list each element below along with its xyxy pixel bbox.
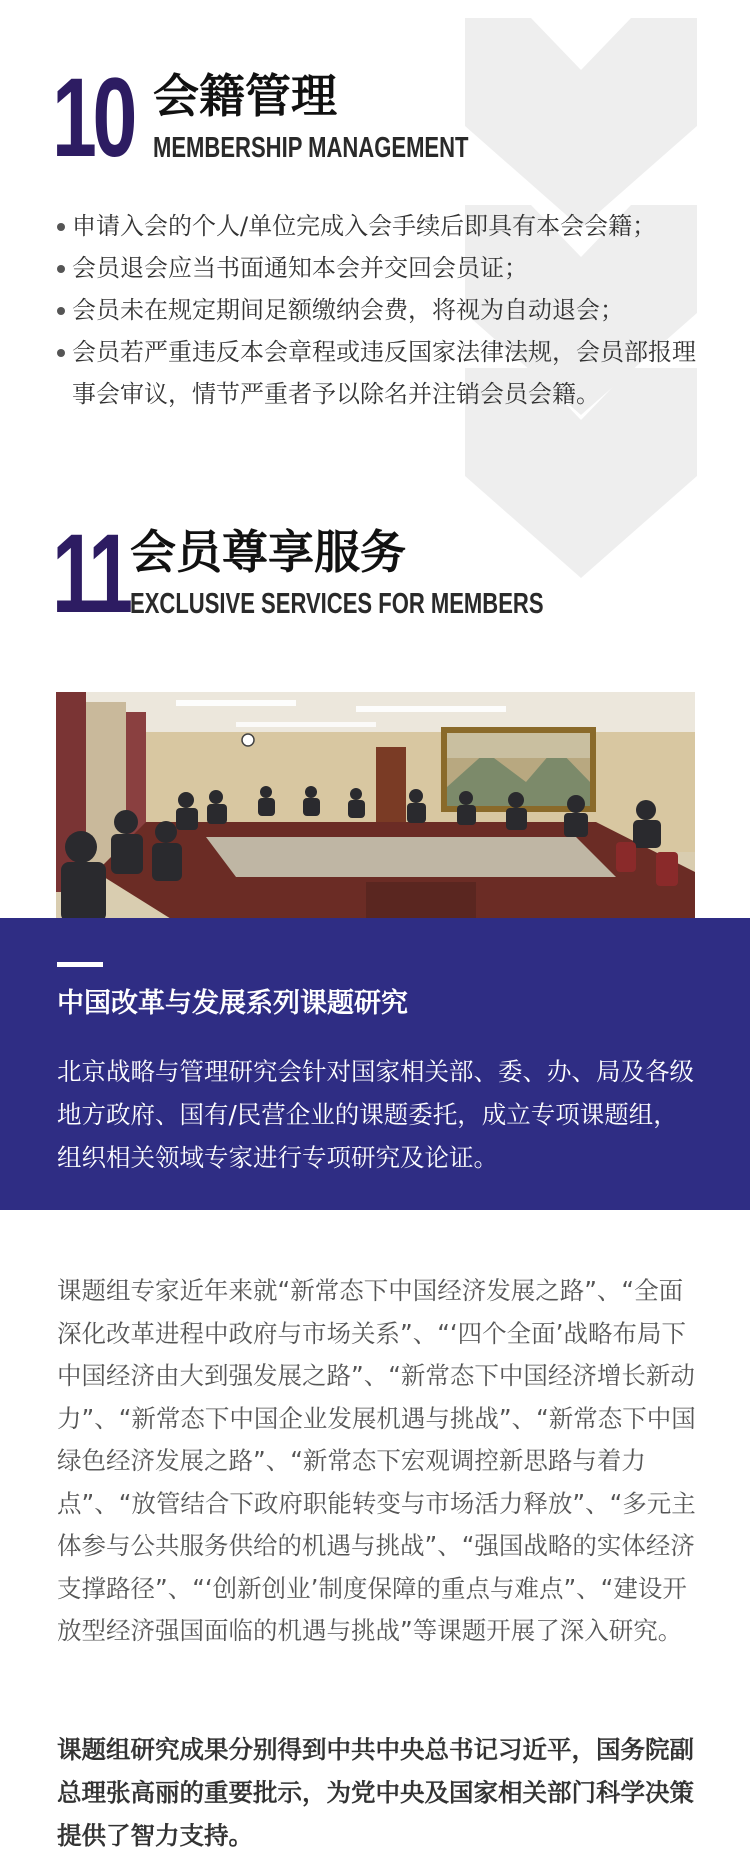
- bullet-icon: [57, 307, 65, 315]
- bullet-icon: [57, 349, 65, 357]
- list-item: 会员若严重违反本会章程或违反国家法律法规，会员部报理事会审议，情节严重者予以除名并注销会员会籍。: [55, 331, 715, 415]
- section-number: 10: [52, 55, 134, 180]
- divider: [57, 962, 103, 967]
- feature-title: 中国改革与发展系列课题研究: [57, 988, 408, 1019]
- research-topics-paragraph: 课题组专家近年来就“新常态下中国经济发展之路”、“全面深化改革进程中政府与市场关系”、“‘四个全面’战略布局下中国经济由大到强发展之路”、“新常态下中国经济增长新动力”、“新常态下中国企业发展机遇与挑战”、“新常态下中国绿色经济发展之路”、“新常态下宏观调控新思路与着力点”、“放管结合下政府职能转变与市场活力释放”、“多元主体参与公共服务供给的机遇与挑战”、“强国战略的实体经济支撑路径”、“‘创新创业’制度保障的重点与难点”、“建设开放型经济强国面临的机遇与挑战”等课题开展了深入研究。: [57, 1276, 696, 1645]
- section-number: 11: [52, 511, 129, 636]
- research-outcome-paragraph: 课题组研究成果分别得到中共中央总书记习近平，国务院副总理张高丽的重要批示，为党中央及国家相关部门科学决策提供了智力支持。: [57, 1735, 694, 1850]
- bullet-icon: [57, 223, 65, 231]
- membership-rules-list: [55, 205, 715, 415]
- section-title: 会员尊享服务: [130, 525, 406, 579]
- section-subtitle: EXCLUSIVE SERVICES FOR MEMBERS: [130, 588, 544, 620]
- feature-description: 北京战略与管理研究会针对国家相关部、委、办、局及各级地方政府、国有/民营企业的课题委托，成立专项课题组，组织相关领域专家进行专项研究及论证。: [57, 1057, 694, 1172]
- section-title: 会籍管理: [153, 69, 337, 123]
- list-item: 会员退会应当书面通知本会并交回会员证；: [55, 247, 715, 289]
- section-subtitle: MEMBERSHIP MANAGEMENT: [153, 132, 469, 164]
- list-item: 申请入会的个人/单位完成入会手续后即具有本会会籍；: [55, 205, 715, 247]
- list-item: 会员未在规定期间足额缴纳会费，将视为自动退会；: [55, 289, 715, 331]
- bullet-icon: [57, 265, 65, 273]
- chevron-watermark-icon: [465, 18, 697, 228]
